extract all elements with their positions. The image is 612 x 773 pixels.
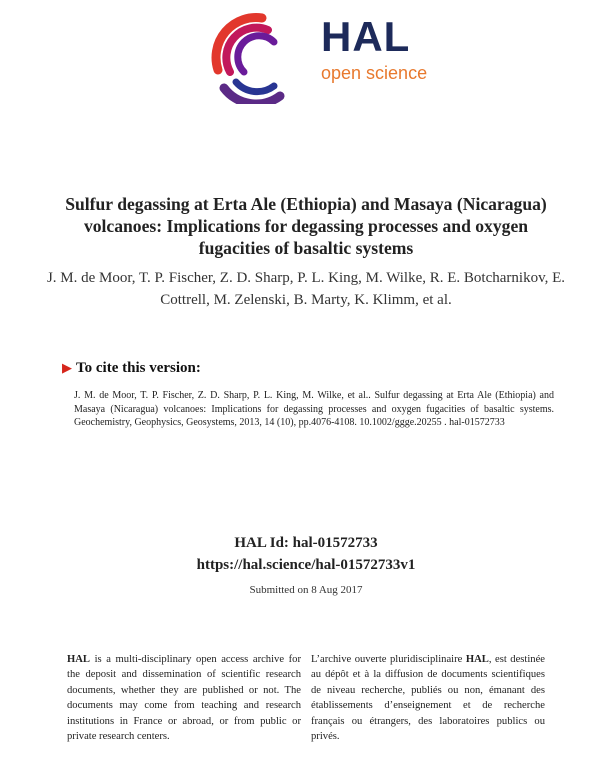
hal-logo <box>200 8 450 104</box>
disclaimer-french <box>311 652 545 744</box>
paper-title: Sulfur degassing at Erta Ale (Ethiopia) and Masaya (Nicaragua) volcanoes: Implications for degassing processes and oxygen fugacities of basaltic systems <box>65 194 547 258</box>
disclaimer-english <box>67 652 301 744</box>
submission-date: Submitted on 8 Aug 2017 <box>249 584 363 596</box>
hal-url-link[interactable]: https://hal.science/hal-01572733v1 <box>196 557 416 573</box>
triangle-right-icon: ▶ <box>62 360 72 375</box>
disclaimer-fr-bold: HAL <box>465 654 489 665</box>
disclaimer-fr-before: L’archive ouverte pluridisciplinaire <box>311 654 466 665</box>
cite-heading-text: To cite this version: <box>76 360 201 376</box>
hal-logo-text: HAL <box>321 13 411 60</box>
disclaimer-en-text: is a multi-disciplinary open access archive for the deposit and dissemination of scientific research documents, whether they are published or not. The documents may come from teaching and research institutions in France or abroad, or from public or private research centers. <box>67 654 301 743</box>
hal-logo-tagline: open science <box>321 63 428 83</box>
paper-authors: J. M. de Moor, T. P. Fischer, Z. D. Sharp, P. L. King, M. Wilke, R. E. Botcharnikov, E. Cottrell, M. Zelenski, B. Marty, K. Klimm, et al. <box>46 270 566 308</box>
citation-text: J. M. de Moor, T. P. Fischer, Z. D. Sharp, P. L. King, M. Wilke, et al.. Sulfur degassing at Erta Ale (Ethiopia) and Masaya (Nicaragua) volcanoes: Implications for degassing processes and oxygen fugacities of basaltic systems. Geochemistry, Geophysics, Geosystems, 2013, 14 (10), pp.4076-4108. 10.1002/ggge.20255 . hal-01572733 <box>74 390 554 429</box>
cite-heading <box>62 360 201 377</box>
disclaimer-en-bold: HAL <box>67 654 90 665</box>
hal-id: HAL Id: hal-01572733 <box>234 535 378 551</box>
hal-logo-mark-icon <box>200 8 300 104</box>
disclaimer-fr-after: , est destinée au dépôt et à la diffusion de documents scientifiques de niveau recherche, publiés ou non, émanant des établissements d’enseignement et de recherche français ou étrangers, des laboratoires publics ou privés. <box>311 654 545 743</box>
